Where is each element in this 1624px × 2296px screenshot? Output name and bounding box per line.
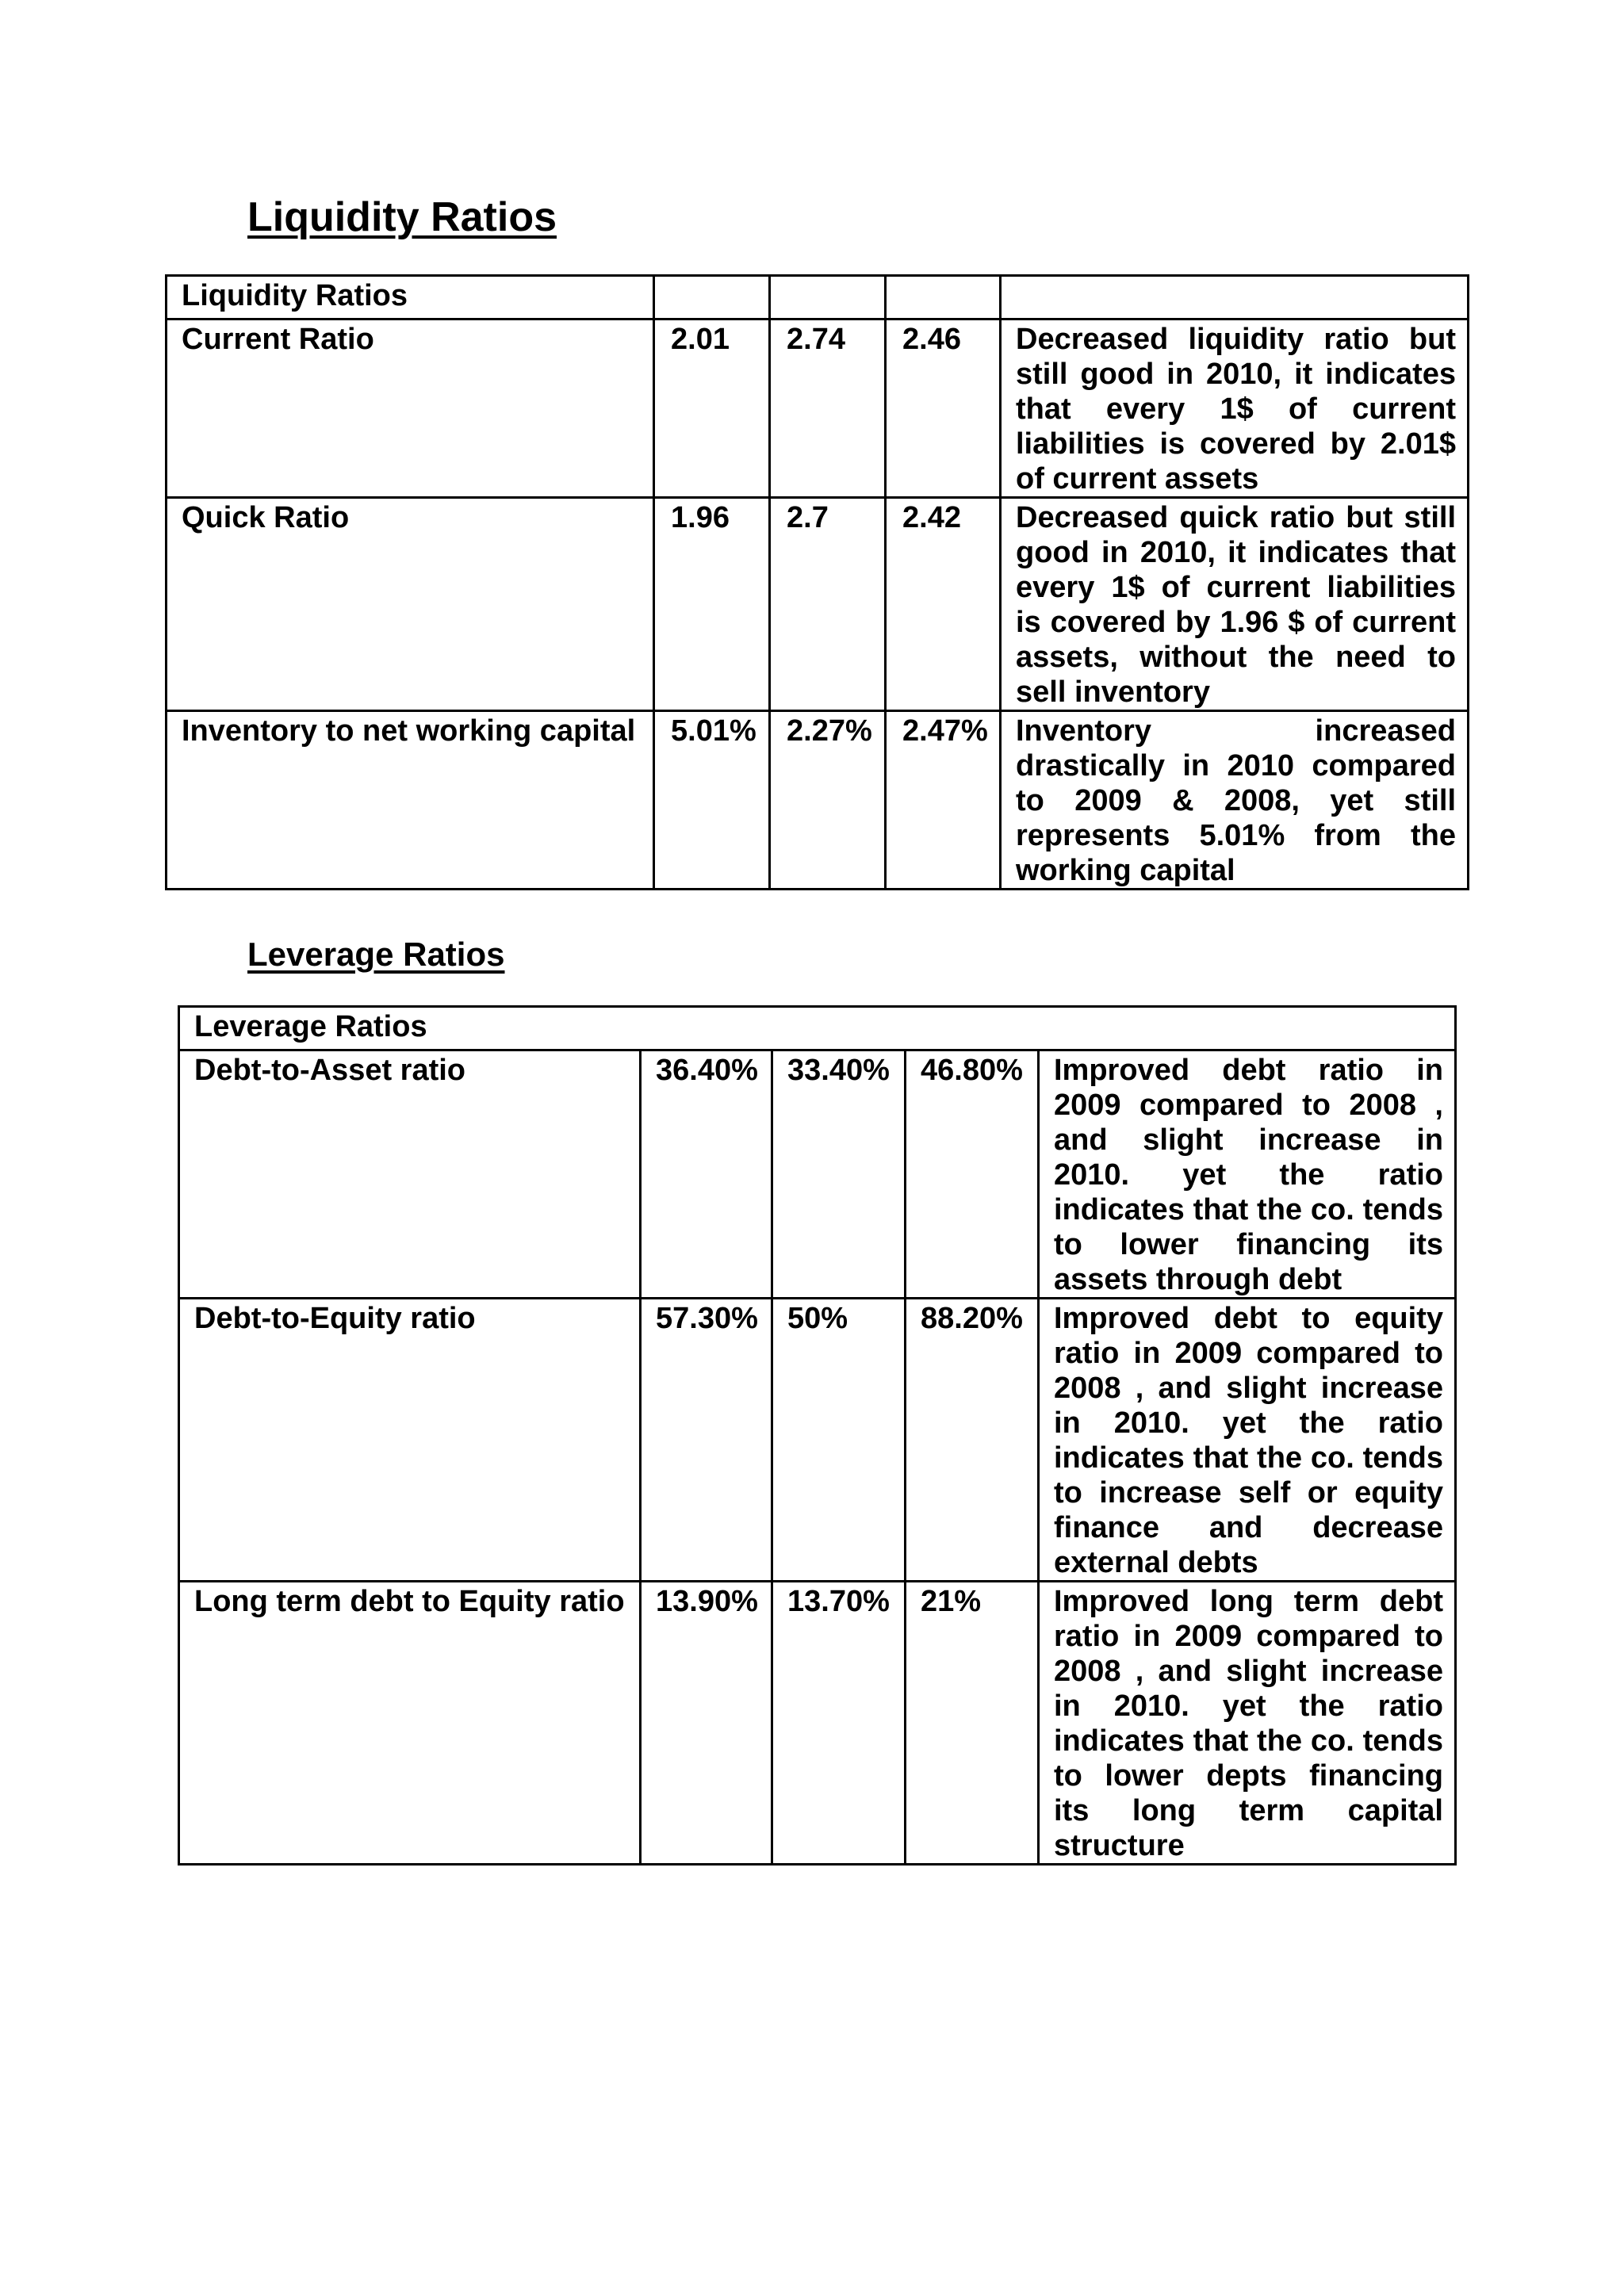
empty-cell <box>1001 276 1469 320</box>
ratio-label: Long term debt to Equity ratio <box>179 1582 641 1865</box>
ratio-value-2008: 88.20% <box>906 1299 1039 1582</box>
ratio-value-2009: 33.40% <box>772 1050 906 1299</box>
ratio-value-2009: 13.70% <box>772 1582 906 1865</box>
ratio-label: Debt-to-Equity ratio <box>179 1299 641 1582</box>
ratio-label: Inventory to net working capital <box>167 711 654 890</box>
ratio-label: Debt-to-Asset ratio <box>179 1050 641 1299</box>
table-row <box>179 1582 1456 1865</box>
empty-cell <box>886 276 1001 320</box>
ratio-value-2010: 1.96 <box>654 498 770 711</box>
empty-cell <box>654 276 770 320</box>
table-title-row <box>179 1007 1456 1050</box>
ratio-value-2008: 46.80% <box>906 1050 1039 1299</box>
ratio-value-2010: 2.01 <box>654 320 770 498</box>
ratio-comment: Decreased liquidity ratio but still good in 2010, it indicates that every 1$ of current liabilities is covered by 2.01$ of current assets <box>1001 320 1469 498</box>
ratio-value-2010: 5.01% <box>654 711 770 890</box>
ratio-comment: Decreased quick ratio but still good in 2010, it indicates that every 1$ of current liabilities is covered by 1.96 $ of current assets, without the need to sell inventory <box>1001 498 1469 711</box>
ratio-value-2009: 2.74 <box>770 320 886 498</box>
table-row <box>167 498 1469 711</box>
table-title-row <box>167 276 1469 320</box>
ratio-comment: Inventory increased drastically in 2010 compared to 2009 & 2008, yet still represents 5.01% from the working capital <box>1001 711 1469 890</box>
ratio-value-2009: 2.7 <box>770 498 886 711</box>
ratio-value-2008: 2.47% <box>886 711 1001 890</box>
ratio-value-2010: 36.40% <box>641 1050 772 1299</box>
table-title-cell: Leverage Ratios <box>179 1007 1456 1050</box>
ratio-label: Current Ratio <box>167 320 654 498</box>
leverage-ratios-heading: Leverage Ratios <box>247 936 505 973</box>
ratio-value-2008: 2.42 <box>886 498 1001 711</box>
ratio-comment: Improved long term debt ratio in 2009 compared to 2008 , and slight increase in 2010. yet the ratio indicates that the co. tends to lower depts financing its long term capital structure <box>1039 1582 1456 1865</box>
ratio-value-2008: 21% <box>906 1582 1039 1865</box>
ratio-label: Quick Ratio <box>167 498 654 711</box>
ratio-value-2009: 50% <box>772 1299 906 1582</box>
table-row <box>179 1299 1456 1582</box>
liquidity-ratios-table <box>165 274 1469 890</box>
table-row <box>167 711 1469 890</box>
ratio-value-2008: 2.46 <box>886 320 1001 498</box>
ratio-value-2009: 2.27% <box>770 711 886 890</box>
table-row <box>167 320 1469 498</box>
ratio-comment: Improved debt ratio in 2009 compared to 2008 , and slight increase in 2010. yet the ratio indicates that the co. tends to lower financing its assets through debt <box>1039 1050 1456 1299</box>
ratio-comment: Improved debt to equity ratio in 2009 compared to 2008 , and slight increase in 2010. yet the ratio indicates that the co. tends to increase self or equity finance and decrease external debts <box>1039 1299 1456 1582</box>
table-title-cell: Liquidity Ratios <box>167 276 654 320</box>
empty-cell <box>770 276 886 320</box>
ratio-value-2010: 57.30% <box>641 1299 772 1582</box>
table-row <box>179 1050 1456 1299</box>
ratio-value-2010: 13.90% <box>641 1582 772 1865</box>
leverage-ratios-table <box>178 1005 1457 1866</box>
liquidity-ratios-heading: Liquidity Ratios <box>247 194 557 240</box>
